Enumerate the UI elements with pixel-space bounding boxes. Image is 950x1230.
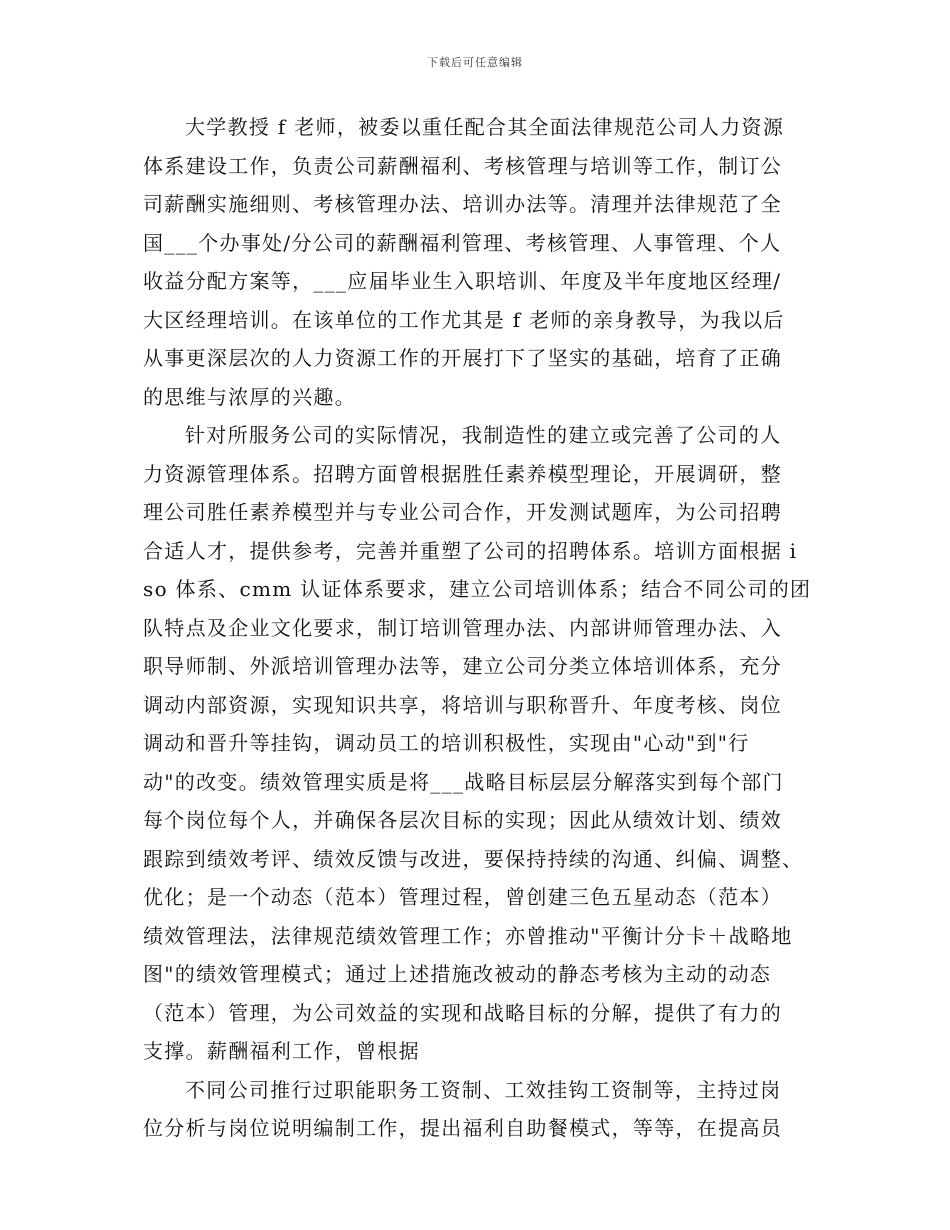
text-line: 大区经理培训。在该单位的工作尤其是 f 老师的亲身教导，为我以后 <box>143 307 785 332</box>
text-line: 大学教授 f 老师，被委以重任配合其全面法律规范公司人力资源 <box>185 115 785 139</box>
text-line: （范本）管理，为公司效益的实现和战略目标的分解，提供了有力的 <box>143 1000 782 1025</box>
text-line: 动"的改变。绩效管理实质是将___战略目标层层分解落实到每个部门 <box>143 769 784 794</box>
text-line: 绩效管理法，法律规范绩效管理工作；亦曾推动"平衡计分卡＋战略地 <box>143 923 793 948</box>
text-line: 针对所服务公司的实际情况，我制造性的建立或完善了公司的人 <box>185 423 782 447</box>
page-header: 下载后可任意编辑 <box>427 56 523 69</box>
text-line: 不同公司推行过职能职务工资制、工效挂钩工资制等，主持过岗 <box>185 1077 782 1102</box>
text-line: 国___个办事处/分公司的薪酬福利管理、考核管理、人事管理、个人 <box>143 230 782 255</box>
text-line: 跟踪到绩效考评、绩效反馈与改进，要保持持续的沟通、纠偏、调整、 <box>143 846 804 871</box>
text-line: 合适人才，提供参考，完善并重塑了公司的招聘体系。培训方面根据 i <box>143 538 798 563</box>
text-line: 收益分配方案等，___应届毕业生入职培训、年度及半年度地区经理/ <box>143 269 782 293</box>
text-line: 司薪酬实施细则、考核管理办法、培训办法等。清理并法律规范了全 <box>143 192 782 216</box>
paragraph-1 <box>143 108 823 416</box>
text-line: 支撑。薪酬福利工作，曾根据 <box>143 1039 420 1063</box>
text-line: 位分析与岗位说明编制工作，提出福利自助餐模式，等等，在提高员 <box>143 1116 782 1140</box>
text-line: 调动和晋升等挂钩，调动员工的培训积极性，实现由"心动"到"行 <box>143 731 750 755</box>
text-line: 图"的绩效管理模式；通过上述措施改被动的静态考核为主动的动态 <box>143 962 772 986</box>
text-line: 职导师制、外派培训管理办法等，建立公司分类立体培训体系，充分 <box>143 654 782 678</box>
text-line: 理公司胜任素养模型并与专业公司合作，开发测试题库，为公司招聘 <box>143 500 782 524</box>
text-line: 调动内部资源，实现知识共享，将培训与职称晋升、年度考核、岗位 <box>143 692 782 717</box>
paragraph-2 <box>143 416 823 1071</box>
text-line: 从事更深层次的人力资源工作的开展打下了坚实的基础，培育了正确 <box>143 346 782 370</box>
text-line: 的思维与浓厚的兴趣。 <box>143 384 356 409</box>
text-line: 每个岗位每个人，并确保各层次目标的实现；因此从绩效计划、绩效 <box>143 808 782 832</box>
text-line: 体系建设工作，负责公司薪酬福利、考核管理与培训等工作，制订公 <box>143 153 782 178</box>
text-line: 力资源管理体系。招聘方面曾根据胜任素养模型理论，开展调研，整 <box>143 461 782 486</box>
text-line: 队特点及企业文化要求，制订培训管理办法、内部讲师管理办法、入 <box>143 615 782 640</box>
document-body <box>143 108 823 1148</box>
text-line: so 体系、cmm 认证体系要求，建立公司培训体系；结合不同公司的团 <box>143 577 812 601</box>
text-line: 优化；是一个动态（范本）管理过程，曾创建三色五星动态（范本） <box>143 885 782 909</box>
paragraph-3 <box>143 1071 823 1148</box>
